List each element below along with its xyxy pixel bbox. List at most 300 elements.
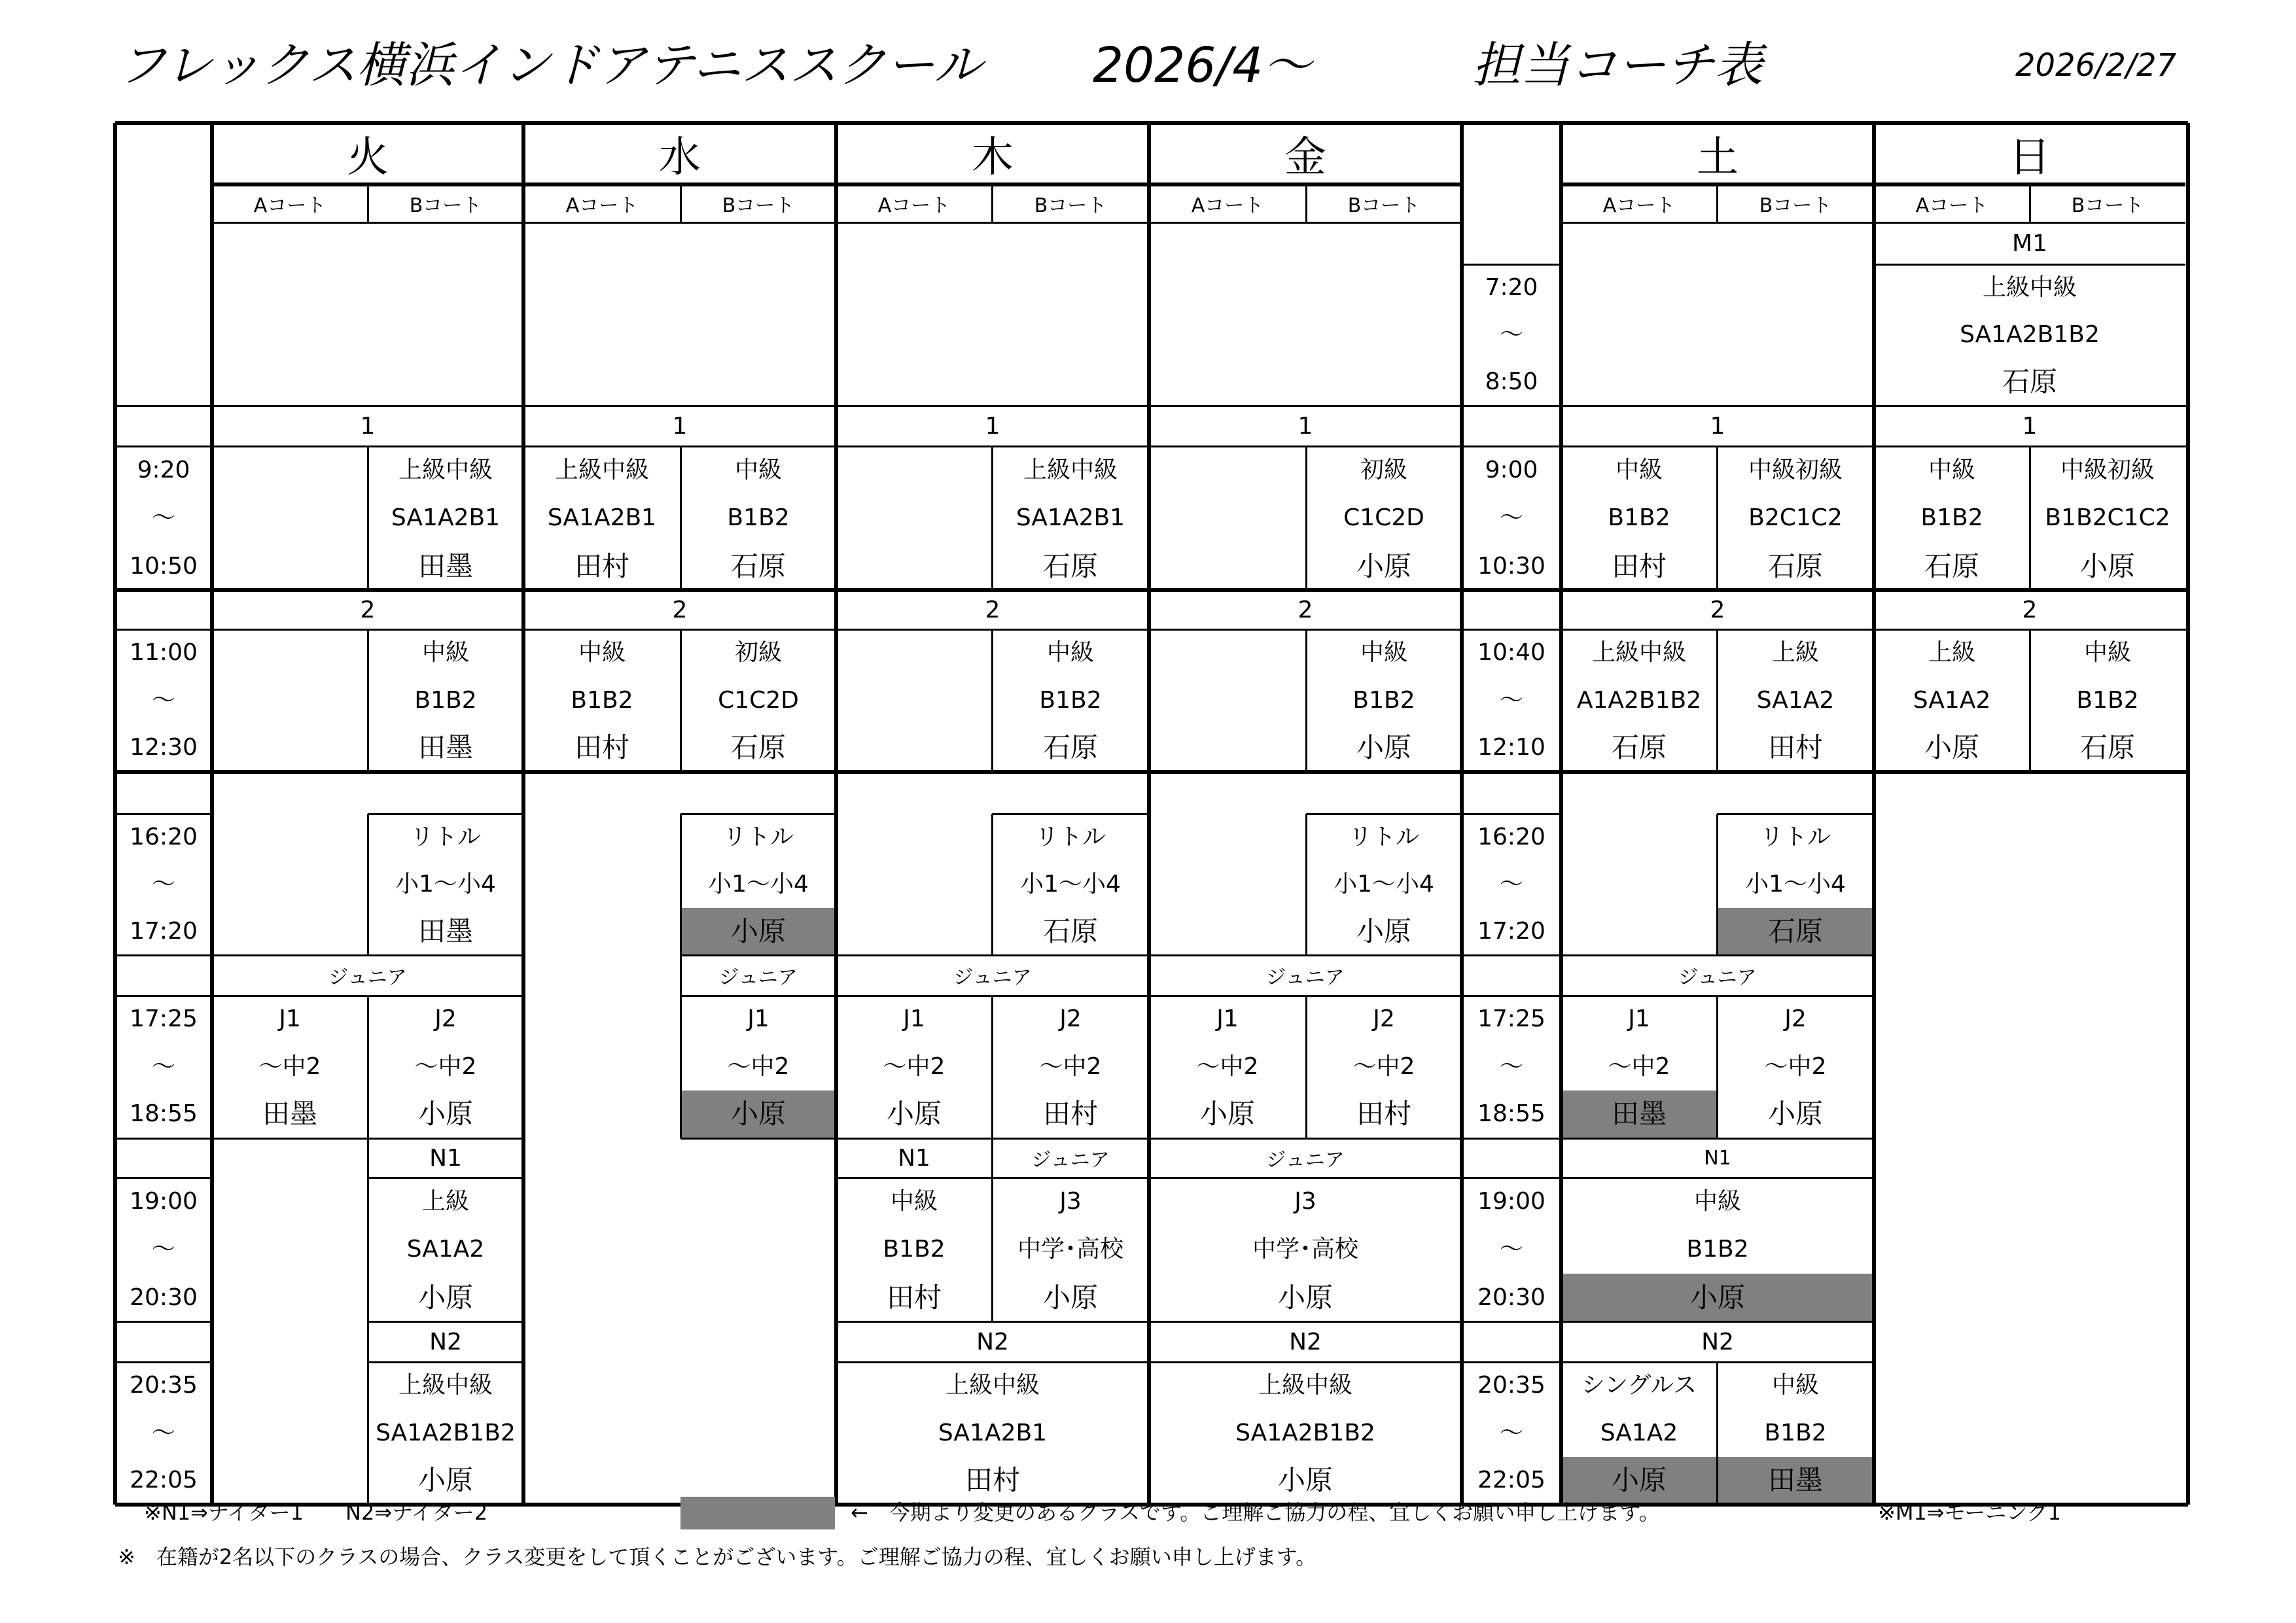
class-target: C1C2D <box>718 686 799 714</box>
court-b-header: Bコート <box>2071 194 2144 217</box>
class-cell <box>1717 446 1874 590</box>
coach-name: 小原 <box>1356 550 1411 582</box>
class-level: J2 <box>1784 1005 1807 1032</box>
junior-class <box>1306 996 1462 1138</box>
period-1-header: 1 <box>1710 412 1725 440</box>
class-cell <box>2030 446 2185 590</box>
class-target: ～中2 <box>414 1053 477 1080</box>
night-class <box>368 1178 523 1321</box>
class-target: 中学･高校 <box>1017 1236 1123 1263</box>
coach-name: 小原 <box>417 1281 473 1314</box>
class-target: SA1A2B1 <box>938 1419 1048 1446</box>
coach-name: 小原 <box>1356 915 1411 947</box>
junior-header: ジュニア <box>1266 1149 1345 1172</box>
class-cell <box>680 629 836 772</box>
time-range <box>115 814 212 955</box>
time-value: 16:20 <box>1477 824 1545 850</box>
coach-name: 田墨 <box>417 550 473 582</box>
grid-line <box>368 1361 523 1363</box>
time-value: 12:10 <box>1477 734 1545 761</box>
period-2-header: 2 <box>1298 596 1313 623</box>
class-target: 小1～小4 <box>708 871 809 898</box>
junior-header: ジュニア <box>328 966 407 989</box>
class-target: SA1A2B1B2 <box>1960 321 2100 348</box>
grid-line <box>115 405 2188 407</box>
class-level: 初級 <box>1360 457 1407 483</box>
grid-line <box>1305 996 1307 1138</box>
class-level: 中級初級 <box>1748 457 1843 483</box>
court-a-header: Aコート <box>1602 194 1676 217</box>
day-header-wed: 水 <box>659 133 701 182</box>
court-b-header: Bコート <box>1034 194 1107 217</box>
time-value: 22:05 <box>130 1467 198 1494</box>
time-range <box>1462 814 1561 955</box>
grid-line <box>115 588 2188 592</box>
time-value: 16:20 <box>130 824 198 850</box>
court-a-header: Aコート <box>1915 194 1988 217</box>
time-value: 20:30 <box>130 1283 198 1311</box>
coach-name: 田墨 <box>262 1098 317 1130</box>
class-level: 上級中級 <box>1023 457 1118 483</box>
grid-line <box>1462 264 1561 266</box>
class-level: 中級 <box>421 639 469 666</box>
grid-line <box>1462 1177 1561 1179</box>
class-level: 中級初級 <box>2060 457 2155 483</box>
class-cell <box>523 629 680 772</box>
class-level: リトル <box>722 824 794 850</box>
time-range <box>115 629 212 772</box>
night-class <box>1717 1362 1874 1505</box>
class-cell <box>1306 629 1462 772</box>
period-2-header: 2 <box>985 596 1000 623</box>
grid-line <box>1305 814 1307 955</box>
grid-line <box>1462 954 1561 956</box>
coach-name: 田墨 <box>1767 1464 1823 1497</box>
little-class <box>992 814 1149 955</box>
class-level: シングルス <box>1581 1372 1697 1399</box>
grid-line <box>836 954 1462 956</box>
coach-name: 田墨 <box>417 731 473 764</box>
class-level: リトル <box>1759 824 1831 850</box>
class-target: B1B2 <box>1039 686 1102 714</box>
class-level: 上級中級 <box>398 457 493 483</box>
court-b-header: Bコート <box>1759 194 1832 217</box>
class-level: 中級 <box>890 1188 938 1215</box>
grid-line <box>1462 1138 1561 1140</box>
class-target: C1C2D <box>1343 504 1424 532</box>
morning-legend: ※M1⇒モーニング1 <box>1878 1500 2062 1525</box>
morning-time <box>1462 264 1561 406</box>
grid-line <box>991 446 993 590</box>
class-target: B1B2 <box>1764 1419 1827 1446</box>
class-target: ～中2 <box>1352 1053 1415 1080</box>
coach-name: 田村 <box>1767 731 1823 764</box>
time-value: 22:05 <box>1477 1467 1545 1494</box>
coach-name: 石原 <box>1042 915 1098 947</box>
coach-name: 田墨 <box>1611 1098 1667 1130</box>
night-class <box>836 1178 992 1321</box>
class-cell <box>2030 629 2185 772</box>
junior-header: ジュニア <box>953 966 1032 989</box>
period-2-header: 2 <box>360 596 376 623</box>
grid-line <box>1462 813 1561 815</box>
grid-line <box>991 629 993 772</box>
court-b-header: Bコート <box>722 194 795 217</box>
class-cell <box>680 446 836 590</box>
time-separator: ～ <box>151 871 175 898</box>
class-level: J1 <box>747 1005 769 1032</box>
time-value: 17:25 <box>130 1005 198 1032</box>
n2-header: N2 <box>1289 1328 1322 1355</box>
coach-name: 小原 <box>417 1464 473 1497</box>
junior-class <box>212 996 368 1138</box>
grid-line <box>991 814 993 955</box>
class-target: ～中2 <box>258 1053 321 1080</box>
coach-name: 小原 <box>730 915 786 947</box>
class-target: SA1A2 <box>1756 686 1835 714</box>
time-separator: ～ <box>151 1419 175 1446</box>
time-range <box>115 996 212 1138</box>
grid-line <box>836 1321 1462 1323</box>
grid-line <box>115 1321 212 1323</box>
class-target: B1B2 <box>2076 686 2139 714</box>
grid-line <box>115 629 2188 631</box>
court-b-header: Bコート <box>409 194 482 217</box>
time-value: 17:20 <box>130 918 198 945</box>
junior-header: ジュニア <box>1031 1149 1110 1172</box>
class-target: SA1A2B1 <box>391 504 501 532</box>
class-level: 中級 <box>1928 457 1975 483</box>
grid-line <box>2029 629 2031 772</box>
grid-line <box>992 813 1149 815</box>
grid-line <box>115 954 212 956</box>
time-range <box>115 1178 212 1321</box>
class-level: 上級中級 <box>554 457 649 483</box>
class-cell <box>1717 629 1874 772</box>
grid-line <box>1716 184 1718 222</box>
grid-line <box>680 814 682 955</box>
class-level: リトル <box>410 824 481 850</box>
time-value: 18:55 <box>1477 1100 1545 1128</box>
coach-name: 田墨 <box>417 915 473 947</box>
class-target: B1B2 <box>1608 504 1670 532</box>
grid-line <box>991 996 993 1138</box>
court-a-header: Aコート <box>253 194 327 217</box>
grid-line <box>368 1321 523 1323</box>
coach-name: 小原 <box>730 1098 786 1130</box>
class-target: 小1～小4 <box>1333 871 1434 898</box>
grid-line <box>1874 264 2185 266</box>
grid-line <box>1462 995 1561 997</box>
junior-class <box>1149 1178 1462 1321</box>
grid-line <box>367 446 369 590</box>
court-b-header: Bコート <box>1347 194 1421 217</box>
grid-line <box>1561 954 1874 956</box>
coach-name: 小原 <box>886 1098 942 1130</box>
coach-name: 田村 <box>1356 1098 1411 1130</box>
time-value: 12:30 <box>130 734 198 761</box>
coach-name: 小原 <box>2079 550 2135 582</box>
grid-line <box>1717 813 1874 815</box>
class-target: B1B2 <box>883 1236 945 1263</box>
class-target: ～中2 <box>883 1053 945 1080</box>
grid-line <box>1716 996 1718 1138</box>
grid-line <box>680 955 682 1138</box>
class-target: ～中2 <box>727 1053 790 1080</box>
junior-header: ジュニア <box>1266 966 1345 989</box>
time-value: 19:00 <box>1477 1188 1545 1215</box>
class-level: 中級 <box>1615 457 1663 483</box>
little-class <box>680 814 836 955</box>
n2-header: N2 <box>1701 1328 1734 1355</box>
class-target: SA1A2B1B2 <box>376 1419 516 1446</box>
junior-header: ジュニア <box>1678 966 1757 989</box>
changed-class-swatch <box>680 1497 835 1529</box>
grid-line <box>991 184 993 222</box>
class-level: 上級中級 <box>1258 1372 1352 1399</box>
coach-name: 田村 <box>574 731 629 764</box>
time-separator: ～ <box>1499 871 1523 898</box>
class-level: J3 <box>1059 1188 1082 1215</box>
grid-line <box>680 995 836 997</box>
grid-line <box>115 445 2188 447</box>
time-value: 10:50 <box>130 552 198 580</box>
junior-header: ジュニア <box>719 966 798 989</box>
time-value: 9:20 <box>137 457 190 483</box>
grid-line <box>680 813 836 815</box>
little-class <box>1717 814 1874 955</box>
coach-name: 田村 <box>574 550 629 582</box>
class-level: リトル <box>1348 824 1419 850</box>
class-level: J1 <box>279 1005 301 1032</box>
class-cell <box>523 446 680 590</box>
grid-line <box>1462 1361 1561 1363</box>
day-header-sun: 日 <box>2009 133 2051 182</box>
class-level: 上級中級 <box>1982 274 2077 301</box>
class-target: B1B2 <box>727 504 790 532</box>
period-2-header: 2 <box>1710 596 1725 623</box>
coach-table-title: 担当コーチ表 <box>1472 37 1763 94</box>
period-1-header: 1 <box>360 412 376 440</box>
coach-name: 小原 <box>1611 1464 1667 1497</box>
coach-name: 田村 <box>1042 1098 1098 1130</box>
grid-line <box>367 814 369 955</box>
grid-line <box>680 184 682 222</box>
time-range <box>1462 1178 1561 1321</box>
m1-header: M1 <box>2012 230 2047 257</box>
class-level: 上級中級 <box>1591 639 1686 666</box>
class-target: 小1～小4 <box>1745 871 1846 898</box>
time-value: 8:50 <box>1485 368 1538 395</box>
time-value: 20:35 <box>1477 1372 1545 1399</box>
grid-line <box>1305 446 1307 590</box>
class-level: J1 <box>1628 1005 1650 1032</box>
issue-date: 2026/2/27 <box>2015 47 2177 84</box>
sun-morning-class <box>1874 264 2185 406</box>
class-target: ～中2 <box>1039 1053 1102 1080</box>
class-target: SA1A2B1B2 <box>1235 1419 1375 1446</box>
grid-line <box>1306 813 1462 815</box>
junior-class <box>992 1178 1149 1321</box>
coach-name: 石原 <box>730 550 786 582</box>
night-legend: ※N1⇒ナイター1 N2⇒ナイター2 <box>144 1500 488 1525</box>
coach-name: 小原 <box>1277 1464 1333 1497</box>
period-title: 2026/4～ <box>1093 37 1312 94</box>
night-class <box>836 1362 1149 1505</box>
court-a-header: Aコート <box>565 194 639 217</box>
coach-name: 石原 <box>1042 731 1098 764</box>
time-separator: ～ <box>1499 504 1523 532</box>
n1-header: N1 <box>429 1144 462 1172</box>
time-separator: ～ <box>1499 686 1523 714</box>
grid-line <box>1716 814 1718 955</box>
coach-name: 石原 <box>730 731 786 764</box>
coach-name: 石原 <box>1611 731 1667 764</box>
junior-class <box>836 996 992 1138</box>
class-level: 上級中級 <box>398 1372 493 1399</box>
grid-line <box>1561 1177 1874 1179</box>
class-target: SA1A2 <box>406 1236 485 1263</box>
grid-line <box>2186 123 2190 1505</box>
class-cell <box>1561 446 1717 590</box>
coach-name: 小原 <box>1689 1281 1745 1314</box>
class-cell <box>1874 446 2030 590</box>
grid-line <box>115 813 212 815</box>
class-level: J2 <box>1059 1005 1082 1032</box>
period-1-header: 1 <box>672 412 688 440</box>
class-target: SA1A2 <box>1913 686 1991 714</box>
coach-name: 小原 <box>1767 1098 1823 1130</box>
class-target: ～中2 <box>1608 1053 1670 1080</box>
time-separator: ～ <box>1499 321 1523 348</box>
grid-line <box>115 121 2188 125</box>
time-value: 20:35 <box>130 1372 198 1399</box>
coach-name: 石原 <box>1924 550 1979 582</box>
grid-line <box>836 1361 1462 1363</box>
grid-line <box>367 184 369 222</box>
class-target: 中学･高校 <box>1252 1236 1358 1263</box>
class-target: ～中2 <box>1196 1053 1259 1080</box>
time-separator: ～ <box>151 686 175 714</box>
class-target: B1B2 <box>571 686 633 714</box>
time-separator: ～ <box>1499 1053 1523 1080</box>
class-target: ～中2 <box>1764 1053 1827 1080</box>
junior-class <box>1717 996 1874 1138</box>
class-cell <box>368 629 523 772</box>
class-target: B1B2C1C2 <box>2045 504 2170 532</box>
court-a-header: Aコート <box>1191 194 1264 217</box>
n2-header: N2 <box>976 1328 1009 1355</box>
time-separator: ～ <box>151 1053 175 1080</box>
coach-name: 小原 <box>417 1098 473 1130</box>
footer-note: ※ 在籍が2名以下のクラスの場合、クラス変更をして頂くことがございます。ご理解ご協力の程、宜しくお願い申し上げます。 <box>118 1544 1317 1569</box>
time-range <box>115 446 212 590</box>
n2-header: N2 <box>429 1328 462 1355</box>
time-range <box>1462 1362 1561 1505</box>
coach-name: 小原 <box>1356 731 1411 764</box>
time-range <box>1462 996 1561 1138</box>
night-class <box>1561 1362 1717 1505</box>
n1-header: N1 <box>898 1144 930 1172</box>
time-value: 9:00 <box>1485 457 1538 483</box>
class-cell <box>1874 629 2030 772</box>
coach-name: 田村 <box>886 1281 942 1314</box>
class-target: B1B2 <box>1920 504 1983 532</box>
time-range <box>1462 629 1561 772</box>
coach-name: 田村 <box>1611 550 1667 582</box>
class-level: J2 <box>434 1005 457 1032</box>
period-2-header: 2 <box>672 596 688 623</box>
class-level: J3 <box>1294 1188 1316 1215</box>
class-level: 中級 <box>1693 1188 1741 1215</box>
time-value: 17:25 <box>1477 1005 1545 1032</box>
class-level: 中級 <box>1046 639 1094 666</box>
time-value: 11:00 <box>130 639 198 666</box>
court-a-header: Aコート <box>877 194 951 217</box>
class-level: リトル <box>1034 824 1106 850</box>
coach-name: 石原 <box>2002 366 2057 398</box>
coach-name: 小原 <box>1042 1281 1098 1314</box>
day-header-tue: 火 <box>347 133 389 182</box>
night-class <box>1561 1178 1874 1321</box>
period-1-header: 1 <box>2022 412 2038 440</box>
time-separator: ～ <box>1499 1419 1523 1446</box>
junior-class <box>992 996 1149 1138</box>
grid-line <box>2029 446 2031 590</box>
time-value: 7:20 <box>1485 274 1538 301</box>
class-level: 中級 <box>2083 639 2131 666</box>
class-level: 上級 <box>1928 639 1975 666</box>
day-header-thu: 木 <box>972 133 1014 182</box>
day-header-sat: 土 <box>1697 133 1739 182</box>
coach-name: 小原 <box>1277 1281 1333 1314</box>
class-target: B1B2 <box>1352 686 1415 714</box>
class-target: A1A2B1B2 <box>1576 686 1702 714</box>
class-target: 小1～小4 <box>1020 871 1121 898</box>
time-value: 10:30 <box>1477 552 1545 580</box>
grid-line <box>2029 184 2031 222</box>
grid-line <box>836 1177 1462 1179</box>
coach-name: 小原 <box>1199 1098 1255 1130</box>
class-level: 中級 <box>1771 1372 1819 1399</box>
class-cell <box>1306 446 1462 590</box>
grid-line <box>115 1138 212 1140</box>
class-level: J1 <box>1216 1005 1239 1032</box>
time-separator: ～ <box>1499 1236 1523 1263</box>
grid-line <box>1305 629 1307 772</box>
time-value: 10:40 <box>1477 639 1545 666</box>
grid-line <box>836 995 1462 997</box>
grid-line <box>1305 184 1307 222</box>
class-target: B2C1C2 <box>1748 504 1843 532</box>
time-range <box>1462 446 1561 590</box>
class-target: 小1～小4 <box>395 871 496 898</box>
time-separator: ～ <box>151 504 175 532</box>
night-class <box>368 1362 523 1505</box>
coach-name: 石原 <box>1767 550 1823 582</box>
grid-line <box>680 446 682 590</box>
grid-line <box>1716 1362 1718 1505</box>
time-range <box>115 1362 212 1505</box>
time-separator: ～ <box>151 1236 175 1263</box>
class-cell <box>992 629 1149 772</box>
grid-line <box>115 1177 212 1179</box>
changed-class-legend: ← 今期より変更のあるクラスです。ご理解ご協力の程、宜しくお願い申し上げます。 <box>851 1500 1660 1525</box>
grid-line <box>680 629 682 772</box>
grid-line <box>1716 629 1718 772</box>
grid-line <box>368 813 523 815</box>
class-cell <box>1561 629 1717 772</box>
